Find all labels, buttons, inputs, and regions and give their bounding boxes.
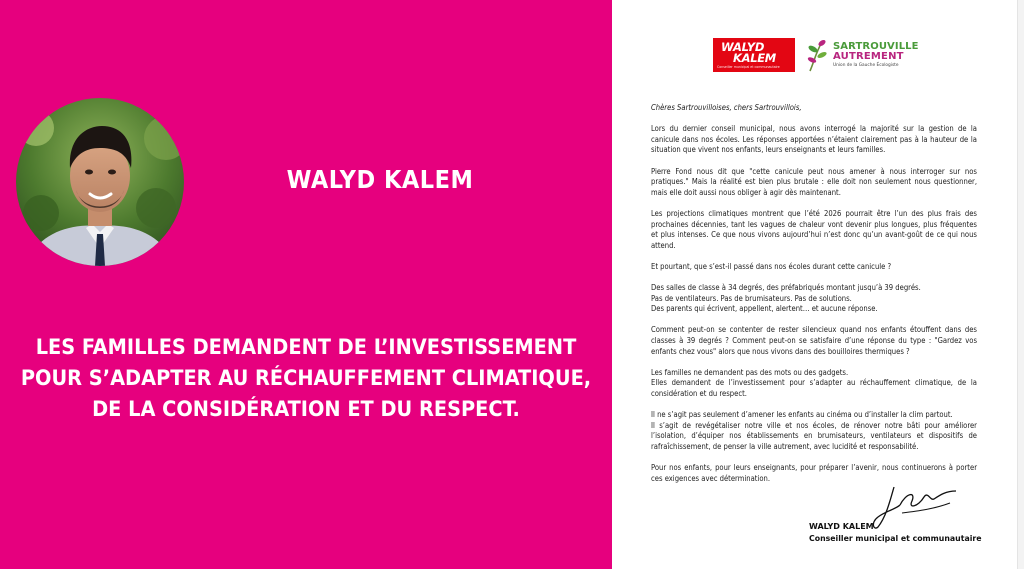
letter-paragraph: Les familles ne demandent pas des mots ou des gadgets. Elles demandent de l’investissement pour s’adapter au réchauffement climatique, de la considération et du respect. (651, 367, 977, 399)
scrollbar[interactable] (1017, 0, 1024, 569)
open-letter (651, 103, 977, 495)
logo-red-line1: WALYD (721, 40, 765, 54)
letter-paragraph: Et pourtant, que s’est-il passé dans nos écoles durant cette canicule ? (651, 261, 892, 271)
letter-body (651, 124, 977, 484)
letter-paragraph: Lors du dernier conseil municipal, nous avons interrogé la majorité sur la gestion de la canicule dans nos écoles. Les réponses apportées n’étaient clairement pas à la hauteur de la situation que vivent nos enfants, leurs enseignants et leurs familles. (651, 124, 977, 155)
logo-green-tagline: Union de la Gauche Écologiste (833, 63, 899, 68)
logo-green-line1: SARTROUVILLE (833, 41, 919, 52)
letter-paragraph: Pierre Fond nous dit que "cette canicule peut nous amener à nous interroger sur nos pratiques." Mais la réalité est bien plus brutale : elle doit non seulement nous questionner, mais elle doit aussi nous obliger à agir dès maintenant. (651, 166, 977, 197)
signer-title: Conseiller municipal et communautaire (809, 534, 982, 543)
letter-salutation: Chères Sartrouvilloises, chers Sartrouvillois, (651, 103, 802, 112)
slogan-text: LES FAMILLES DEMANDENT DE L’INVESTISSEMENT POUR S’ADAPTER AU RÉCHAUFFEMENT CLIMATIQUE, DE LA CONSIDÉRATION ET DU RESPECT. (20, 335, 592, 422)
logo-red-tagline: Conseiller municipal et communautaire (717, 65, 780, 69)
handwritten-signature (872, 483, 962, 531)
letter-paragraph: Pour nos enfants, pour leurs enseignants, pour préparer l’avenir, nous continuerons à porter ces exigences avec détermination. (651, 463, 977, 483)
leaf-branch-icon (806, 38, 830, 72)
letter-paragraph: Les projections climatiques montrent que l’été 2026 pourrait être l’un des plus frais des prochaines décennies, tant les vagues de chaleur vont devenir plus longues, plus fréquentes et plus intenses. Ce que nous vivons aujourd’hui n’est donc qu’un avant-goût de ce qui nous attend. (651, 208, 977, 250)
logo-red-line2: KALEM (733, 51, 776, 65)
letter-paragraph: Comment peut-on se contenter de rester silencieux quand nos enfants étouffent dans des classes à 39 degrés ? Comment peut-on se satisfaire d’une réponse du type : "Gardez vos enfants chez vous" alors que nous vivons dans des bouilloires thermiques ? (651, 325, 977, 356)
logo-green-line2: AUTREMENT (833, 51, 904, 62)
walyd-kalem-logo (713, 38, 795, 72)
signer-name: WALYD KALEM (809, 522, 874, 531)
portrait-photo (16, 98, 184, 266)
sartrouville-autrement-logo (806, 38, 919, 74)
candidate-name: WALYD KALEM (286, 165, 474, 194)
letter-paragraph: Il ne s’agit pas seulement d’amener les enfants au cinéma ou d’installer la clim partout. Il s’agit de revégétaliser notre ville et nos écoles, de rénover notre bâti pour améliorer l’isolation, d’équiper nos établissements en brumisateurs, ventilateurs et dispositifs de rafraîchissement, de penser la ville autrement, avec lucidité et responsabilité. (651, 410, 977, 451)
portrait-image (16, 98, 184, 266)
letter-paragraph: Des salles de classe à 34 degrés, des préfabriqués montant jusqu’à 39 degrés. Pas de ventilateurs. Pas de brumisateurs. Pas de solutions. Des parents qui écrivent, appellent, alertent… et aucune réponse. (651, 283, 921, 314)
